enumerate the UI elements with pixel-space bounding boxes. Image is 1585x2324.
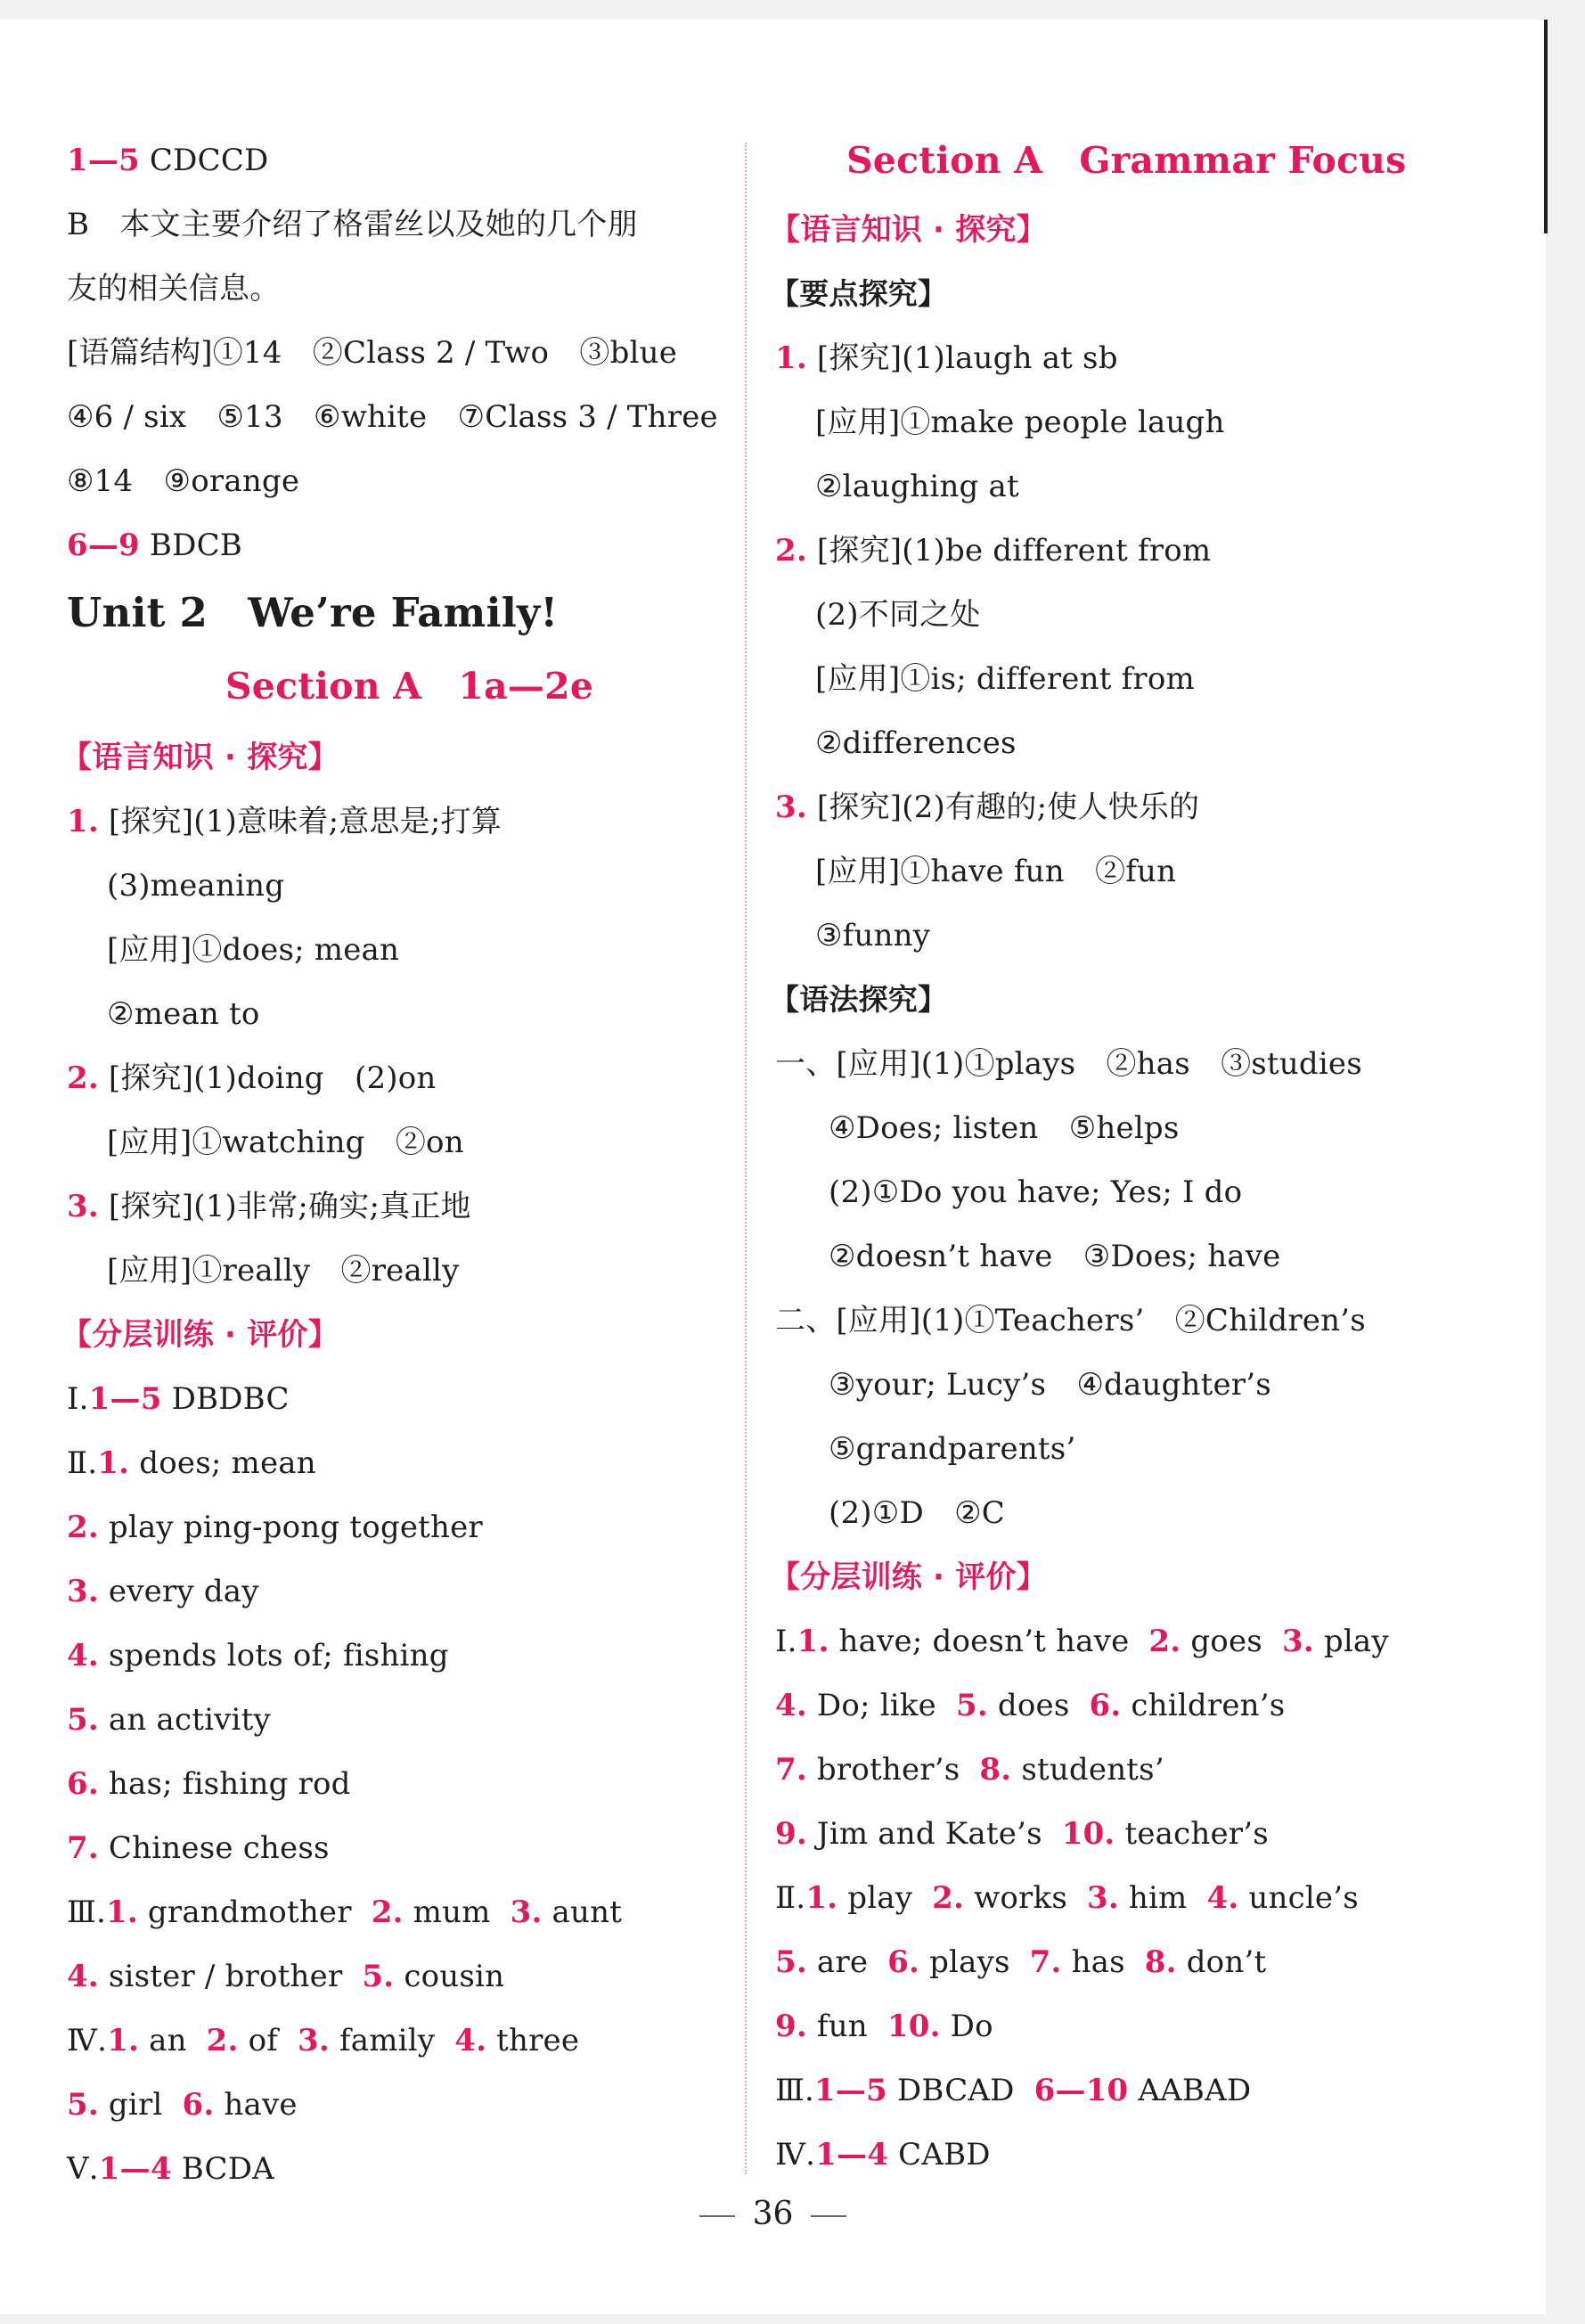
item-number: 4. [67, 1959, 99, 1994]
grammar-header: 【语法探究】 [770, 982, 948, 1017]
training-line [67, 1957, 504, 1996]
item-text: [探究](1)非常;确实;真正地 [98, 1189, 471, 1224]
answer-text: teacher’s [1115, 1816, 1269, 1852]
question-range: 1—5 [88, 1381, 162, 1417]
discourse-structure-line: ④6 / six ⑤13 ⑥white ⑦Class 3 / Three [67, 399, 718, 435]
item-number: 9. [775, 1816, 807, 1852]
part-numeral: Ⅲ. [775, 2073, 814, 2108]
page-footer [0, 2192, 1546, 2237]
section-title: Section A 1a—2e [225, 665, 594, 708]
answer-text: play ping-pong together [98, 1510, 483, 1545]
answer-text: AABAD [1128, 2073, 1252, 2108]
knowledge-item [775, 788, 1199, 827]
discourse-structure-line: ⑧14 ⑨orange [67, 463, 300, 499]
part-numeral: Ⅳ. [775, 2137, 816, 2173]
training-header: 【分层训练 · 评价】 [61, 1317, 339, 1353]
answer-text: works [964, 1880, 1067, 1916]
item-number: 1. [106, 1894, 138, 1930]
training-line [67, 1379, 290, 1419]
knowledge-item [67, 802, 502, 841]
answer-text: aunt [542, 1894, 623, 1930]
training-line [775, 1943, 1266, 1982]
answer-text: cousin [394, 1959, 505, 1994]
answer-text: BCDA [171, 2151, 274, 2187]
answer-text: sister / brother [98, 1959, 343, 1994]
item-number: 1. [805, 1880, 838, 1916]
item-number: 6. [1089, 1688, 1122, 1723]
answer-text: Chinese chess [98, 1830, 330, 1866]
training-line [67, 1829, 330, 1868]
training-line [67, 2149, 274, 2189]
item-number: 5. [67, 1702, 99, 1738]
training-header: 【分层训练 · 评价】 [770, 1559, 1047, 1595]
item-number: 6. [887, 1944, 920, 1980]
training-line [67, 1444, 316, 1483]
part-numeral: Ⅱ. [67, 1445, 98, 1481]
training-line [67, 1572, 259, 1611]
item-number: 9. [775, 2009, 807, 2044]
knowledge-header: 【语言知识 · 探究】 [61, 740, 339, 775]
knowledge-item-sub: [应用]①really ②really [107, 1253, 460, 1289]
answer-text: girl [98, 2087, 163, 2123]
answer-text: Jim and Kate’s [806, 1816, 1042, 1852]
answer-text: play [1313, 1624, 1389, 1659]
training-line [775, 1622, 1389, 1661]
item-number: 1. [67, 804, 99, 839]
training-line [775, 2007, 993, 2046]
question-range: 6—9 [67, 528, 140, 563]
training-line [67, 1893, 622, 1932]
item-number: 2. [67, 1060, 99, 1096]
answer-text: has [1061, 1944, 1125, 1980]
item-number: 7. [67, 1830, 99, 1866]
item-number: 2. [67, 1510, 99, 1545]
item-number: 6. [182, 2087, 215, 2123]
item-number: 6. [67, 1766, 99, 1802]
section-title: Section A Grammar Focus [846, 139, 1407, 182]
training-line [67, 2085, 298, 2124]
answer-text: students’ [1011, 1752, 1164, 1788]
answer-text: are [806, 1944, 869, 1980]
answer-text: brother’s [806, 1752, 960, 1788]
training-line [775, 1814, 1269, 1853]
knowledge-item-sub: ②differences [815, 725, 1017, 761]
item-number: 3. [775, 790, 807, 825]
grammar-line: ⑤grandparents’ [829, 1431, 1076, 1467]
item-number: 1. [97, 1445, 130, 1481]
answer-text: family [329, 2023, 436, 2058]
item-number: 1. [775, 340, 807, 376]
item-text: [探究](1)be different from [806, 533, 1212, 569]
knowledge-item [775, 531, 1211, 570]
item-number: 2. [1148, 1624, 1181, 1659]
grammar-line: ③your; Lucy’s ④daughter’s [829, 1367, 1271, 1403]
answer-text: plays [919, 1944, 1010, 1980]
knowledge-item [775, 339, 1118, 378]
training-line [775, 2071, 1251, 2110]
item-number: 7. [775, 1752, 807, 1788]
item-number: 3. [1281, 1624, 1314, 1659]
training-line [67, 1508, 483, 1547]
passage-summary-line: 友的相关信息。 [67, 271, 281, 307]
answer-text: an [139, 2023, 187, 2058]
item-number: 4. [67, 1638, 99, 1673]
answer-text: Do [940, 2009, 993, 2044]
item-number: 4. [775, 1688, 807, 1723]
answer-text: CDCCD [139, 143, 269, 178]
part-numeral: Ⅲ. [67, 1894, 106, 1930]
answer-text: mum [403, 1894, 491, 1930]
item-number: 10. [886, 2009, 941, 2044]
answer-text: have; doesn’t have [829, 1624, 1130, 1659]
item-number: 10. [1061, 1816, 1115, 1852]
item-text: [探究](1)doing (2)on [98, 1060, 437, 1096]
discourse-structure-line: [语篇结构]①14 ②Class 2 / Two ③blue [67, 335, 678, 371]
part-numeral: Ⅰ. [67, 1381, 89, 1417]
knowledge-item-sub: [应用]①is; different from [815, 661, 1195, 697]
training-line [67, 1636, 449, 1675]
knowledge-item-sub: ②mean to [107, 996, 260, 1032]
item-number: 2. [775, 533, 807, 569]
item-number: 2. [371, 1894, 404, 1930]
item-number: 3. [67, 1574, 99, 1609]
part-numeral: Ⅳ. [67, 2023, 108, 2058]
answer-text: fun [806, 2009, 868, 2044]
item-number: 3. [510, 1894, 543, 1930]
item-text: [探究](2)有趣的;使人快乐的 [806, 790, 1200, 825]
grammar-line: ④Does; listen ⑤helps [829, 1110, 1180, 1146]
knowledge-header: 【语言知识 · 探究】 [770, 212, 1047, 248]
knowledge-item-sub: (2)不同之处 [815, 597, 981, 633]
item-text: [探究](1)laugh at sb [806, 340, 1118, 376]
item-number: 5. [775, 1944, 807, 1980]
answer-text: does [987, 1688, 1070, 1723]
item-number: 7. [1029, 1944, 1062, 1980]
answer-text: him [1118, 1880, 1188, 1916]
question-range: 1—4 [815, 2137, 889, 2173]
item-number: 1. [107, 2023, 140, 2058]
training-line [775, 1686, 1285, 1725]
question-range: 1—4 [98, 2151, 172, 2187]
key-points-header: 【要点探究】 [770, 276, 948, 311]
knowledge-item-sub: ③funny [815, 918, 931, 953]
knowledge-item-sub: [应用]①does; mean [107, 932, 400, 968]
column-divider [745, 143, 747, 2174]
item-number: 8. [979, 1752, 1012, 1788]
answer-line [67, 141, 269, 180]
item-number: 5. [362, 1959, 395, 1994]
answer-text: does; mean [129, 1445, 316, 1481]
grammar-line: ②doesn’t have ③Does; have [829, 1239, 1281, 1274]
knowledge-item-sub: [应用]①watching ②on [107, 1125, 464, 1160]
grammar-line: (2)①Do you have; Yes; I do [829, 1174, 1243, 1210]
knowledge-item-sub: [应用]①have fun ②fun [815, 854, 1177, 889]
answer-text: play [837, 1880, 913, 1916]
item-number: 2. [932, 1880, 965, 1916]
question-range: 1—5 [814, 2073, 887, 2108]
training-line [67, 2021, 579, 2060]
knowledge-item-sub: ②laughing at [815, 469, 1019, 504]
training-line [775, 1878, 1359, 1918]
footer-dash-left [699, 2215, 735, 2217]
page-edge-line [1544, 20, 1548, 233]
answer-text: don’t [1176, 1944, 1267, 1980]
item-number: 5. [955, 1688, 988, 1723]
answer-text: children’s [1121, 1688, 1286, 1723]
unit-title: Unit 2 We’re Family! [67, 589, 559, 636]
grammar-line: 一、[应用](1)①plays ②has ③studies [775, 1046, 1362, 1082]
footer-dash-right [811, 2215, 846, 2217]
answer-text: spends lots of; fishing [98, 1638, 449, 1673]
answer-text: has; fishing rod [98, 1766, 351, 1802]
training-line [67, 1700, 271, 1739]
item-number: 3. [298, 2023, 330, 2058]
training-line [67, 1764, 351, 1804]
answer-text: three [486, 2023, 580, 2058]
knowledge-item [67, 1059, 437, 1098]
answer-text: CABD [888, 2137, 991, 2173]
part-numeral: Ⅱ. [775, 1880, 806, 1916]
item-number: 3. [1086, 1880, 1119, 1916]
answer-text: Do; like [806, 1688, 936, 1723]
item-text: [探究](1)意味着;意思是;打算 [98, 804, 502, 839]
answer-text: have [214, 2087, 298, 2123]
item-number: 3. [67, 1189, 99, 1224]
page-number: 36 [752, 2196, 794, 2232]
answer-text: an activity [98, 1702, 271, 1738]
answer-text: uncle’s [1238, 1880, 1359, 1916]
answer-text: of [238, 2023, 279, 2058]
answer-text: DBDBC [161, 1381, 290, 1417]
part-numeral: Ⅴ. [67, 2151, 99, 2187]
question-range: 1—5 [67, 143, 140, 178]
item-number: 4. [1206, 1880, 1239, 1916]
knowledge-item-sub: (3)meaning [107, 868, 285, 904]
passage-summary-line: B 本文主要介绍了格雷丝以及她的几个朋 [67, 207, 638, 242]
grammar-line: (2)①D ②C [829, 1495, 1005, 1531]
answer-text: goes [1181, 1624, 1262, 1659]
item-number: 1. [797, 1624, 829, 1659]
knowledge-item-sub: [应用]①make people laugh [815, 405, 1225, 440]
training-line [775, 2135, 991, 2174]
answer-text: DBCAD [886, 2073, 1015, 2108]
answer-text: grandmother [137, 1894, 352, 1930]
item-number: 5. [67, 2087, 99, 2123]
knowledge-item [67, 1187, 471, 1226]
item-number: 2. [206, 2023, 239, 2058]
part-numeral: Ⅰ. [775, 1624, 797, 1659]
grammar-line: 二、[应用](1)①Teachers’ ②Children’s [775, 1303, 1366, 1338]
training-line [775, 1750, 1164, 1789]
answer-text: BDCB [139, 528, 242, 563]
question-range: 6—10 [1034, 2073, 1129, 2108]
answer-text: every day [98, 1574, 259, 1609]
item-number: 4. [454, 2023, 487, 2058]
answer-line [67, 526, 242, 565]
item-number: 8. [1144, 1944, 1177, 1980]
